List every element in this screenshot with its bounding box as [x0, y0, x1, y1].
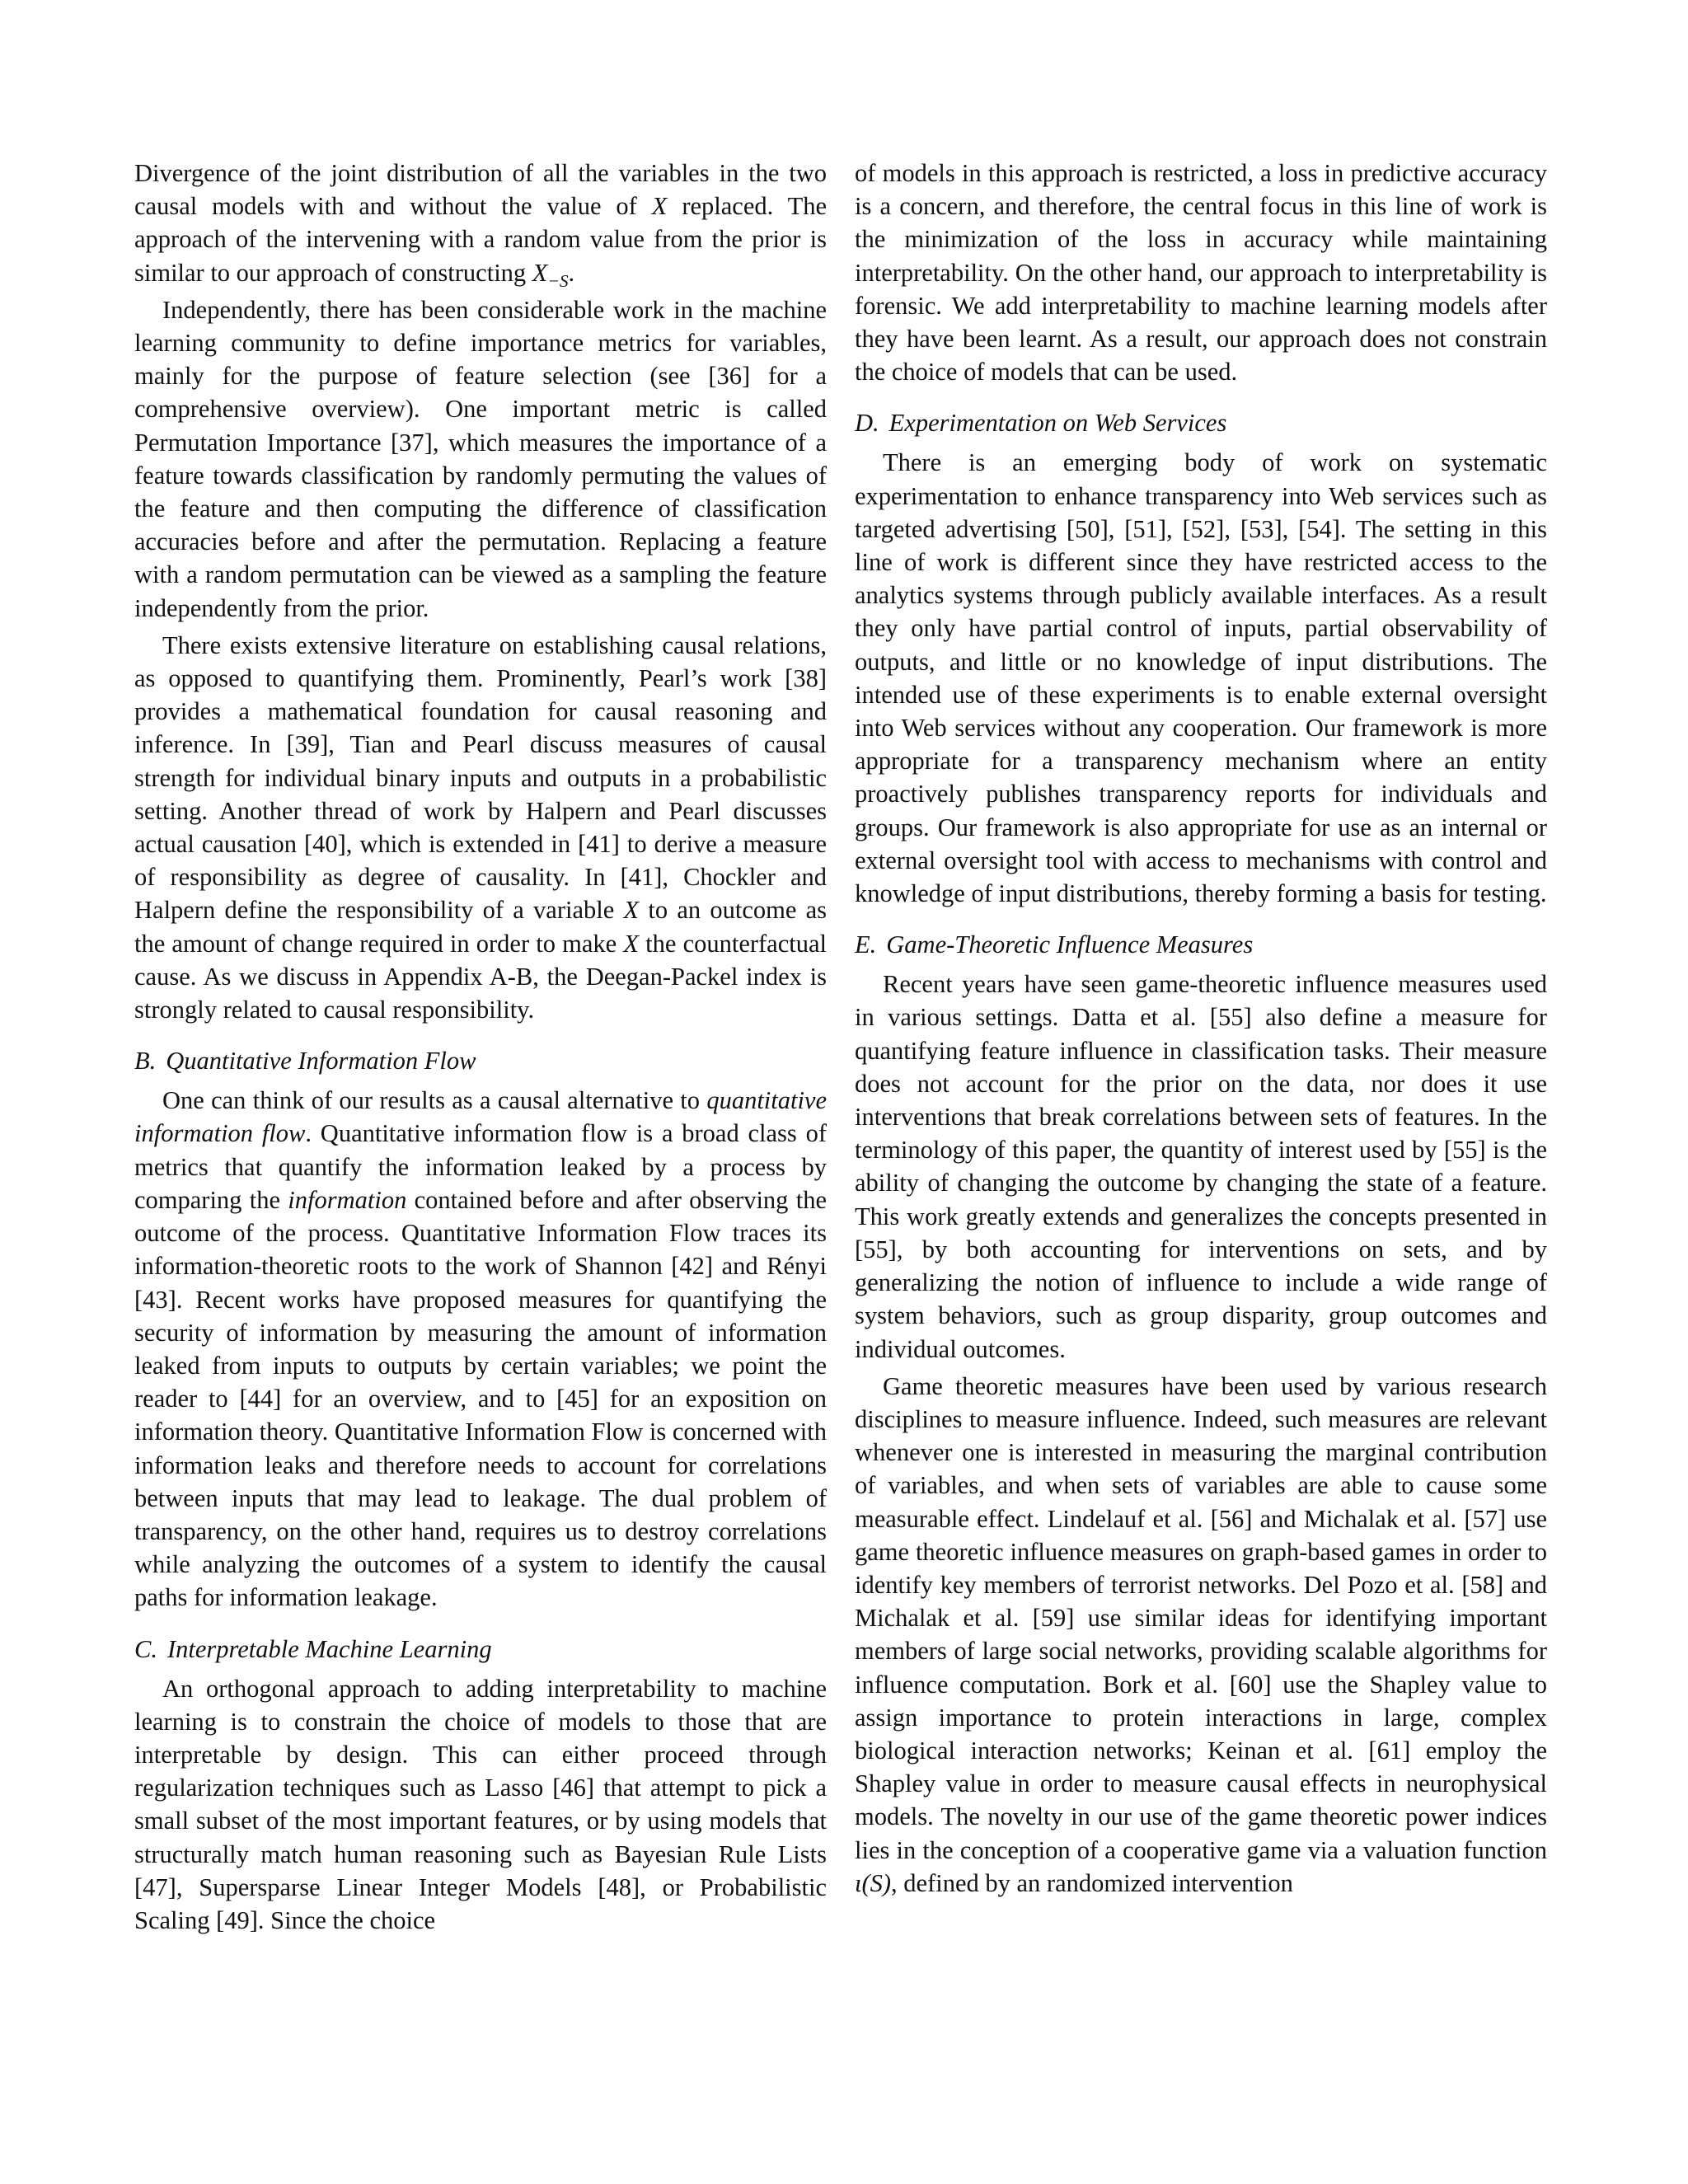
- paragraph-iml: An orthogonal approach to adding interpretability to machine learning is to constrain the choice of models to those that are interpretable by design. This can either proceed through regularization techniques such as Lasso [46] that attempt to pick a small subset of the most important features, or by using models that structurally match human reasoning such as Bayesian Rule Lists [47], Supersparse Linear Integer Models [48], or Probabilistic Scaling [49]. Since the choice: [134, 1674, 827, 1934]
- section-heading-e: E. Game-Theoretic Influence Measures: [855, 930, 1254, 959]
- math-var: X: [623, 896, 640, 925]
- paragraph-qif: One can think of our results as a causal alternative to quantitative information flow. Quantitative information flow is a broad class of metrics that quantify the information leaked by a process by comparing the information contained before and after observing the outcome of the process. Quantitative Information Flow traces its information-theoretic roots to the work of Shannon [42] and Rényi [43]. Recent works have proposed measures for quantifying the security of information by measuring the amount of information leaked from inputs to outputs by certain variables; we point the reader to [44] for an overview, and to [45] for an exposition on information theory. Quantitative Information Flow is concerned with information leaks and therefore needs to account for correlations between inputs that may lead to leakage. The dual problem of transparency, on the other hand, requires us to destroy correlations while analyzing the outcomes of a system to identify the causal paths for information leakage.: [134, 1086, 828, 1612]
- math-valuation: ι(S): [855, 1868, 892, 1897]
- section-heading-d: D. Experimentation on Web Services: [855, 409, 1227, 438]
- paragraph-game-theoretic-1: Recent years have seen game-theoretic influence measures used in various settings. Datta et al. [55] also define a measure for quantifying feature influence in classification tasks. Their measure does not account for the prior on the data, nor does it use interventions that break correlations between sets of features. In the terminology of this paper, the quantity of interest used by [55] is the ability of changing the outcome by changing the state of a feature. This work greatly extends and generalizes the concepts presented in [55], by both accounting for interventions on sets, and by generalizing the notion of influence to include a wide range of system behaviors, such as group disparity, group outcomes and individual outcomes.: [855, 970, 1547, 1363]
- emphasis: information: [288, 1185, 407, 1214]
- math-subscript: −S: [547, 270, 569, 291]
- section-heading-c: C. Interpretable Machine Learning: [134, 1634, 492, 1663]
- section-heading-b: B. Quantitative Information Flow: [134, 1047, 476, 1076]
- math-var: X: [623, 929, 639, 958]
- paragraph-iml-continuation: of models in this approach is restricted, a loss in predictive accuracy is a concern, and therefore, the central focus in this line of work is the minimization of the loss in accuracy while maintaining interpretability. On the other hand, our approach to interpretability is forensic. We add interpretability to machine learning models after they have been learnt. As a result, our approach does not constrain the choice of models that can be used.: [855, 159, 1547, 387]
- math-var: X: [651, 192, 668, 221]
- right-column: [855, 157, 1547, 1904]
- paragraph-causal: There exists extensive literature on establishing causal relations, as opposed to quantifying them. Prominently, Pearl’s work [38] provides a mathematical foundation for causal reasoning and inference. In [39], Tian and Pearl discuss measures of causal strength for individual binary inputs and outputs in a probabilistic setting. Another thread of work by Halpern and Pearl discusses actual causation [40], which is extended in [41] to derive a measure of responsibility as degree of causality. In [41], Chockler and Halpern define the responsibility of a variable X to an outcome as the amount of change required in order to make X the counterfactual cause. As we discuss in Appendix A-B, the Deegan-Packel index is strongly related to causal responsibility.: [134, 630, 828, 1024]
- paragraph-web-services: There is an emerging body of work on systematic experimentation to enhance transparency into Web services such as targeted advertising [50], [51], [52], [53], [54]. The setting in this line of work is different since they have restricted access to the analytics systems through publicly available interfaces. As a result they only have partial control of inputs, partial observability of outputs, and little or no knowledge of input distributions. The intended use of these experiments is to enable external oversight into Web services without any cooperation. Our framework is more appropriate for a transparency mechanism where an entity proactively publishes transparency reports for individuals and groups. Our framework is also appropriate for use as an internal or external oversight tool with access to mechanisms with control and knowledge of input distributions, thereby forming a basis for testing.: [855, 448, 1547, 908]
- paragraph-importance: Independently, there has been considerable work in the machine learning community to define importance metrics for variables, mainly for the purpose of feature selection (see [36] for a comprehensive overview). One important metric is called Permutation Importance [37], which measures the importance of a feature towards classification by randomly permuting the values of the feature and then computing the difference of classification accuracies before and after the permutation. Replacing a feature with a random permutation can be viewed as a sampling the feature independently from the prior.: [134, 295, 827, 622]
- emphasis: quantitative information flow: [134, 1086, 828, 1148]
- paragraph-game-theoretic-2: Game theoretic measures have been used by various research disciplines to measure influence. Indeed, such measures are relevant whenever one is interested in measuring the marginal contribution of variables, and when sets of variables are able to cause some measurable effect. Lindelauf et al. [56] and Michalak et al. [57] use game theoretic influence measures on graph-based games in order to identify key members of terrorist networks. Del Pozo et al. [58] and Michalak et al. [59] use similar ideas for identifying important members of large social networks, providing scalable algorithms for influence computation. Bork et al. [60] use the Shapley value to assign importance to protein interactions in large, complex biological interaction networks; Keinan et al. [61] employ the Shapley value in order to measure causal effects in neurophysical models. The novelty in our use of the game theoretic power indices lies in the conception of a cooperative game via a valuation function ι(S), defined by an randomized intervention: [855, 1371, 1547, 1897]
- math-symbol: X: [532, 258, 548, 287]
- left-column: [134, 157, 827, 1941]
- paragraph-continuation: Divergence of the joint distribution of all the variables in the two causal models with and without the value of X replaced. The approach of the intervening with a random value from the prior is similar to our approach of constructing $X_{-S}$.: [134, 159, 828, 291]
